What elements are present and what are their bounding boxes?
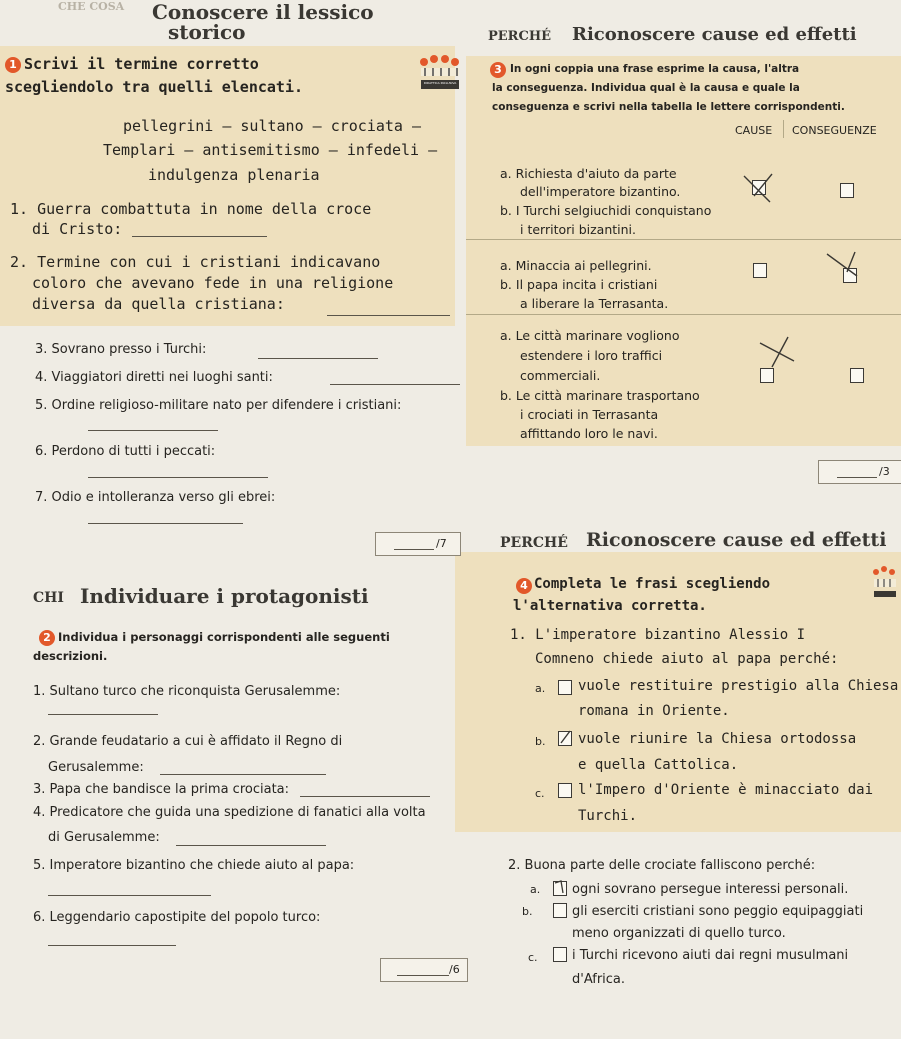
ex2-q5: 5. Imperatore bizantino che chiede aiuto al papa: (33, 858, 355, 873)
ex4-q1-a-line2: romana in Oriente. (578, 703, 730, 719)
ex1-q7-answer-line[interactable] (88, 523, 243, 524)
ex4-q2-b-line2: meno organizzati di quello turco. (572, 926, 786, 941)
ex3-score-line (837, 477, 877, 478)
ex2-score-line (397, 975, 449, 976)
ex1-q6-answer-line[interactable] (88, 477, 268, 478)
ex4-q1-line1: 1. L'imperatore bizantino Alessio I (510, 627, 806, 643)
ex3-pair2-cause-box[interactable] (753, 263, 767, 278)
ex3-instruction-line3: conseguenza e scrivi nella tabella le lettere corrispondenti. (492, 101, 845, 113)
ex4-q1-a-label: a. (535, 682, 546, 695)
ex2-instruction-line1: Individua i personaggi corrispondenti alle seguenti (58, 630, 390, 644)
ex3-pair3-consequence-box[interactable] (850, 368, 864, 383)
ex4-q1-b-line2: e quella Cattolica. (578, 757, 739, 773)
ex2-header-prefix: CHI (33, 590, 64, 606)
ex1-instruction-line1: Scrivi il termine corretto (24, 55, 259, 73)
ex4-q1-c-line2: Turchi. (578, 808, 638, 824)
ex4-q1-a-line1: vuole restituire prestigio alla Chiesa (578, 678, 899, 694)
ex4-q2-c-label: c. (528, 951, 538, 964)
ex3-pair2-b-line2: a liberare la Terrasanta. (520, 296, 669, 311)
ex3-pair3-a-line1: a. Le città marinare vogliono (500, 328, 680, 343)
ex4-header-title: Riconoscere cause ed effetti (586, 529, 887, 551)
ex3-column-consequences: CONSEGUENZE (792, 124, 877, 137)
ex3-pair1-separator (466, 239, 901, 240)
ex3-pair1-b-line2: i territori bizantini. (520, 222, 636, 237)
ex1-q4-answer-line[interactable] (330, 384, 460, 385)
ex4-q1-c-label: c. (535, 787, 545, 800)
ex4-q1-b-line1: vuole riunire la Chiesa ortodossa (578, 731, 857, 747)
ex1-q5: 5. Ordine religioso-militare nato per difendere i cristiani: (35, 398, 402, 413)
ex1-q1-line1: 1. Guerra combattuta in nome della croce (10, 200, 372, 218)
ex2-q6-answer-line[interactable] (48, 945, 176, 946)
ex3-pair3-b-line1: b. Le città marinare trasportano (500, 388, 700, 403)
ex2-score-total: /6 (449, 963, 460, 976)
ex1-q3: 3. Sovrano presso i Turchi: (35, 342, 207, 357)
ex3-pair1-consequence-box[interactable] (840, 183, 854, 198)
ex4-instruction-line1: Completa le frasi scegliendo (534, 576, 771, 592)
ex2-q5-answer-line[interactable] (48, 895, 211, 896)
ex4-number-badge: 4 (516, 578, 532, 594)
ex1-q4: 4. Viaggiatori diretti nei luoghi santi: (35, 370, 273, 385)
ex1-score-total: /7 (436, 537, 447, 550)
ex4-q2-b-label: b. (522, 905, 533, 918)
ex2-q1: 1. Sultano turco che riconquista Gerusalemme: (33, 684, 341, 699)
ex1-instruction-line2: scegliendolo tra quelli elencati. (5, 78, 304, 96)
didattica-inclusiva-label: DIDATTICA INCLUSIVA (423, 81, 457, 85)
ex2-score-box[interactable] (380, 958, 468, 982)
section-prefix-che-cosa: CHE COSA (58, 0, 125, 13)
didattica-inclusiva-icon (415, 54, 465, 98)
ex4-q1-b-label: b. (535, 735, 546, 748)
ex3-pair1-b-line1: b. I Turchi selgiuchidi conquistano (500, 203, 712, 218)
ex4-q2-a-label: a. (530, 883, 541, 896)
ex2-number-badge: 2 (39, 630, 55, 646)
ex4-q2-a-check-mark (553, 878, 569, 894)
ex1-q2-line1: 2. Termine con cui i cristiani indicavano (10, 253, 381, 271)
ex3-pair3-a-line2: estendere i loro traffici (520, 348, 663, 363)
ex4-q1-c-checkbox[interactable] (558, 783, 572, 798)
ex1-q2-line3: diversa da quella cristiana: (32, 295, 285, 313)
ex1-score-line (394, 549, 434, 550)
ex1-q1-answer-line[interactable] (132, 236, 267, 237)
ex1-number-badge: 1 (5, 57, 21, 73)
ex1-q7: 7. Odio e intolleranza verso gli ebrei: (35, 490, 276, 505)
ex1-word-bank-line3: indulgenza plenaria (148, 166, 320, 184)
ex1-q5-answer-line[interactable] (88, 430, 218, 431)
section-subtitle-storico: storico (168, 20, 246, 44)
ex2-header-title: Individuare i protagonisti (80, 584, 369, 608)
ex3-pair1-a-line1: a. Richiesta d'aiuto da parte (500, 166, 677, 181)
ex4-q1-a-checkbox[interactable] (558, 680, 572, 695)
section-title-lessico: Conoscere il lessico (152, 0, 374, 24)
ex3-instruction-line1: In ogni coppia una frase esprime la causa, l'altra (510, 63, 800, 75)
ex1-q6: 6. Perdono di tutti i peccati: (35, 444, 216, 459)
ex3-pair3-b-line3: affittando loro le navi. (520, 426, 658, 441)
ex4-q1-line2: Comneno chiede aiuto al papa perché: (535, 651, 839, 667)
ex3-pair3-a-line3: commerciali. (520, 368, 601, 383)
ex3-instruction-line2: la conseguenza. Individua qual è la causa e quale la (492, 82, 800, 94)
ex4-q2-c-line1: i Turchi ricevono aiuti dai regni musulmani (572, 948, 849, 963)
ex2-q2-line2: Gerusalemme: (48, 760, 144, 775)
ex1-q2-line2: coloro che avevano fede in una religione (32, 274, 394, 292)
ex4-q2: 2. Buona parte delle crociate falliscono perché: (508, 858, 816, 873)
ex3-column-cause: CAUSE (735, 124, 773, 137)
ex1-q3-answer-line[interactable] (258, 358, 378, 359)
ex2-q3: 3. Papa che bandisce la prima crociata: (33, 782, 290, 797)
ex3-header-prefix: PERCHÉ (488, 29, 552, 44)
ex3-number-badge: 3 (490, 62, 506, 78)
ex4-q1-c-line1: l'Impero d'Oriente è minacciato dai (578, 782, 874, 798)
ex3-pair1-handwritten-mark (740, 170, 780, 210)
ex4-q2-a-text: ogni sovrano persegue interessi personali. (572, 882, 849, 897)
ex3-pair3-b-line2: i crociati in Terrasanta (520, 407, 659, 422)
ex3-pair2-handwritten-mark (825, 250, 865, 284)
ex1-score-box[interactable] (375, 532, 461, 556)
ex4-header-prefix: PERCHÉ (500, 535, 568, 551)
ex4-instruction-line2: l'alternativa corretta. (513, 598, 707, 614)
ex3-pair2-separator (466, 314, 901, 315)
ex4-q2-c-line2: d'Africa. (572, 972, 626, 987)
ex4-didattica-icon (868, 565, 901, 605)
ex2-q2-answer-line[interactable] (160, 774, 326, 775)
ex2-q3-answer-line[interactable] (300, 796, 430, 797)
ex1-q1-line2: di Cristo: (32, 220, 123, 238)
ex3-score-box[interactable] (818, 460, 901, 484)
ex1-q2-answer-line[interactable] (327, 315, 450, 316)
ex3-pair3-handwritten-mark (758, 335, 798, 371)
ex1-word-bank-line1: pellegrini – sultano – crociata – (123, 117, 422, 135)
ex3-pair2-a: a. Minaccia ai pellegrini. (500, 258, 652, 273)
ex3-header-title: Riconoscere cause ed effetti (572, 24, 857, 45)
ex4-q2-b-checkbox[interactable] (553, 903, 567, 918)
ex3-pair2-b-line1: b. Il papa incita i cristiani (500, 277, 658, 292)
ex2-q4-answer-line[interactable] (176, 845, 326, 846)
ex4-q2-b-line1: gli eserciti cristiani sono peggio equipaggiati (572, 904, 864, 919)
ex2-instruction-line2: descrizioni. (33, 649, 108, 663)
ex2-q4-line1: 4. Predicatore che guida una spedizione di fanatici alla volta (33, 805, 426, 820)
ex2-q2-line1: 2. Grande feudatario a cui è affidato il Regno di (33, 734, 343, 749)
ex4-q2-c-checkbox[interactable] (553, 947, 567, 962)
ex3-pair1-a-line2: dell'imperatore bizantino. (520, 184, 681, 199)
ex2-q4-line2: di Gerusalemme: (48, 830, 160, 845)
ex2-q6: 6. Leggendario capostipite del popolo turco: (33, 910, 321, 925)
ex2-q1-answer-line[interactable] (48, 714, 158, 715)
ex1-word-bank-line2: Templari – antisemitismo – infedeli – (103, 141, 438, 159)
ex3-score-total: /3 (879, 465, 890, 478)
ex3-column-divider (783, 120, 784, 138)
ex4-q1-b-check-mark (558, 729, 574, 745)
